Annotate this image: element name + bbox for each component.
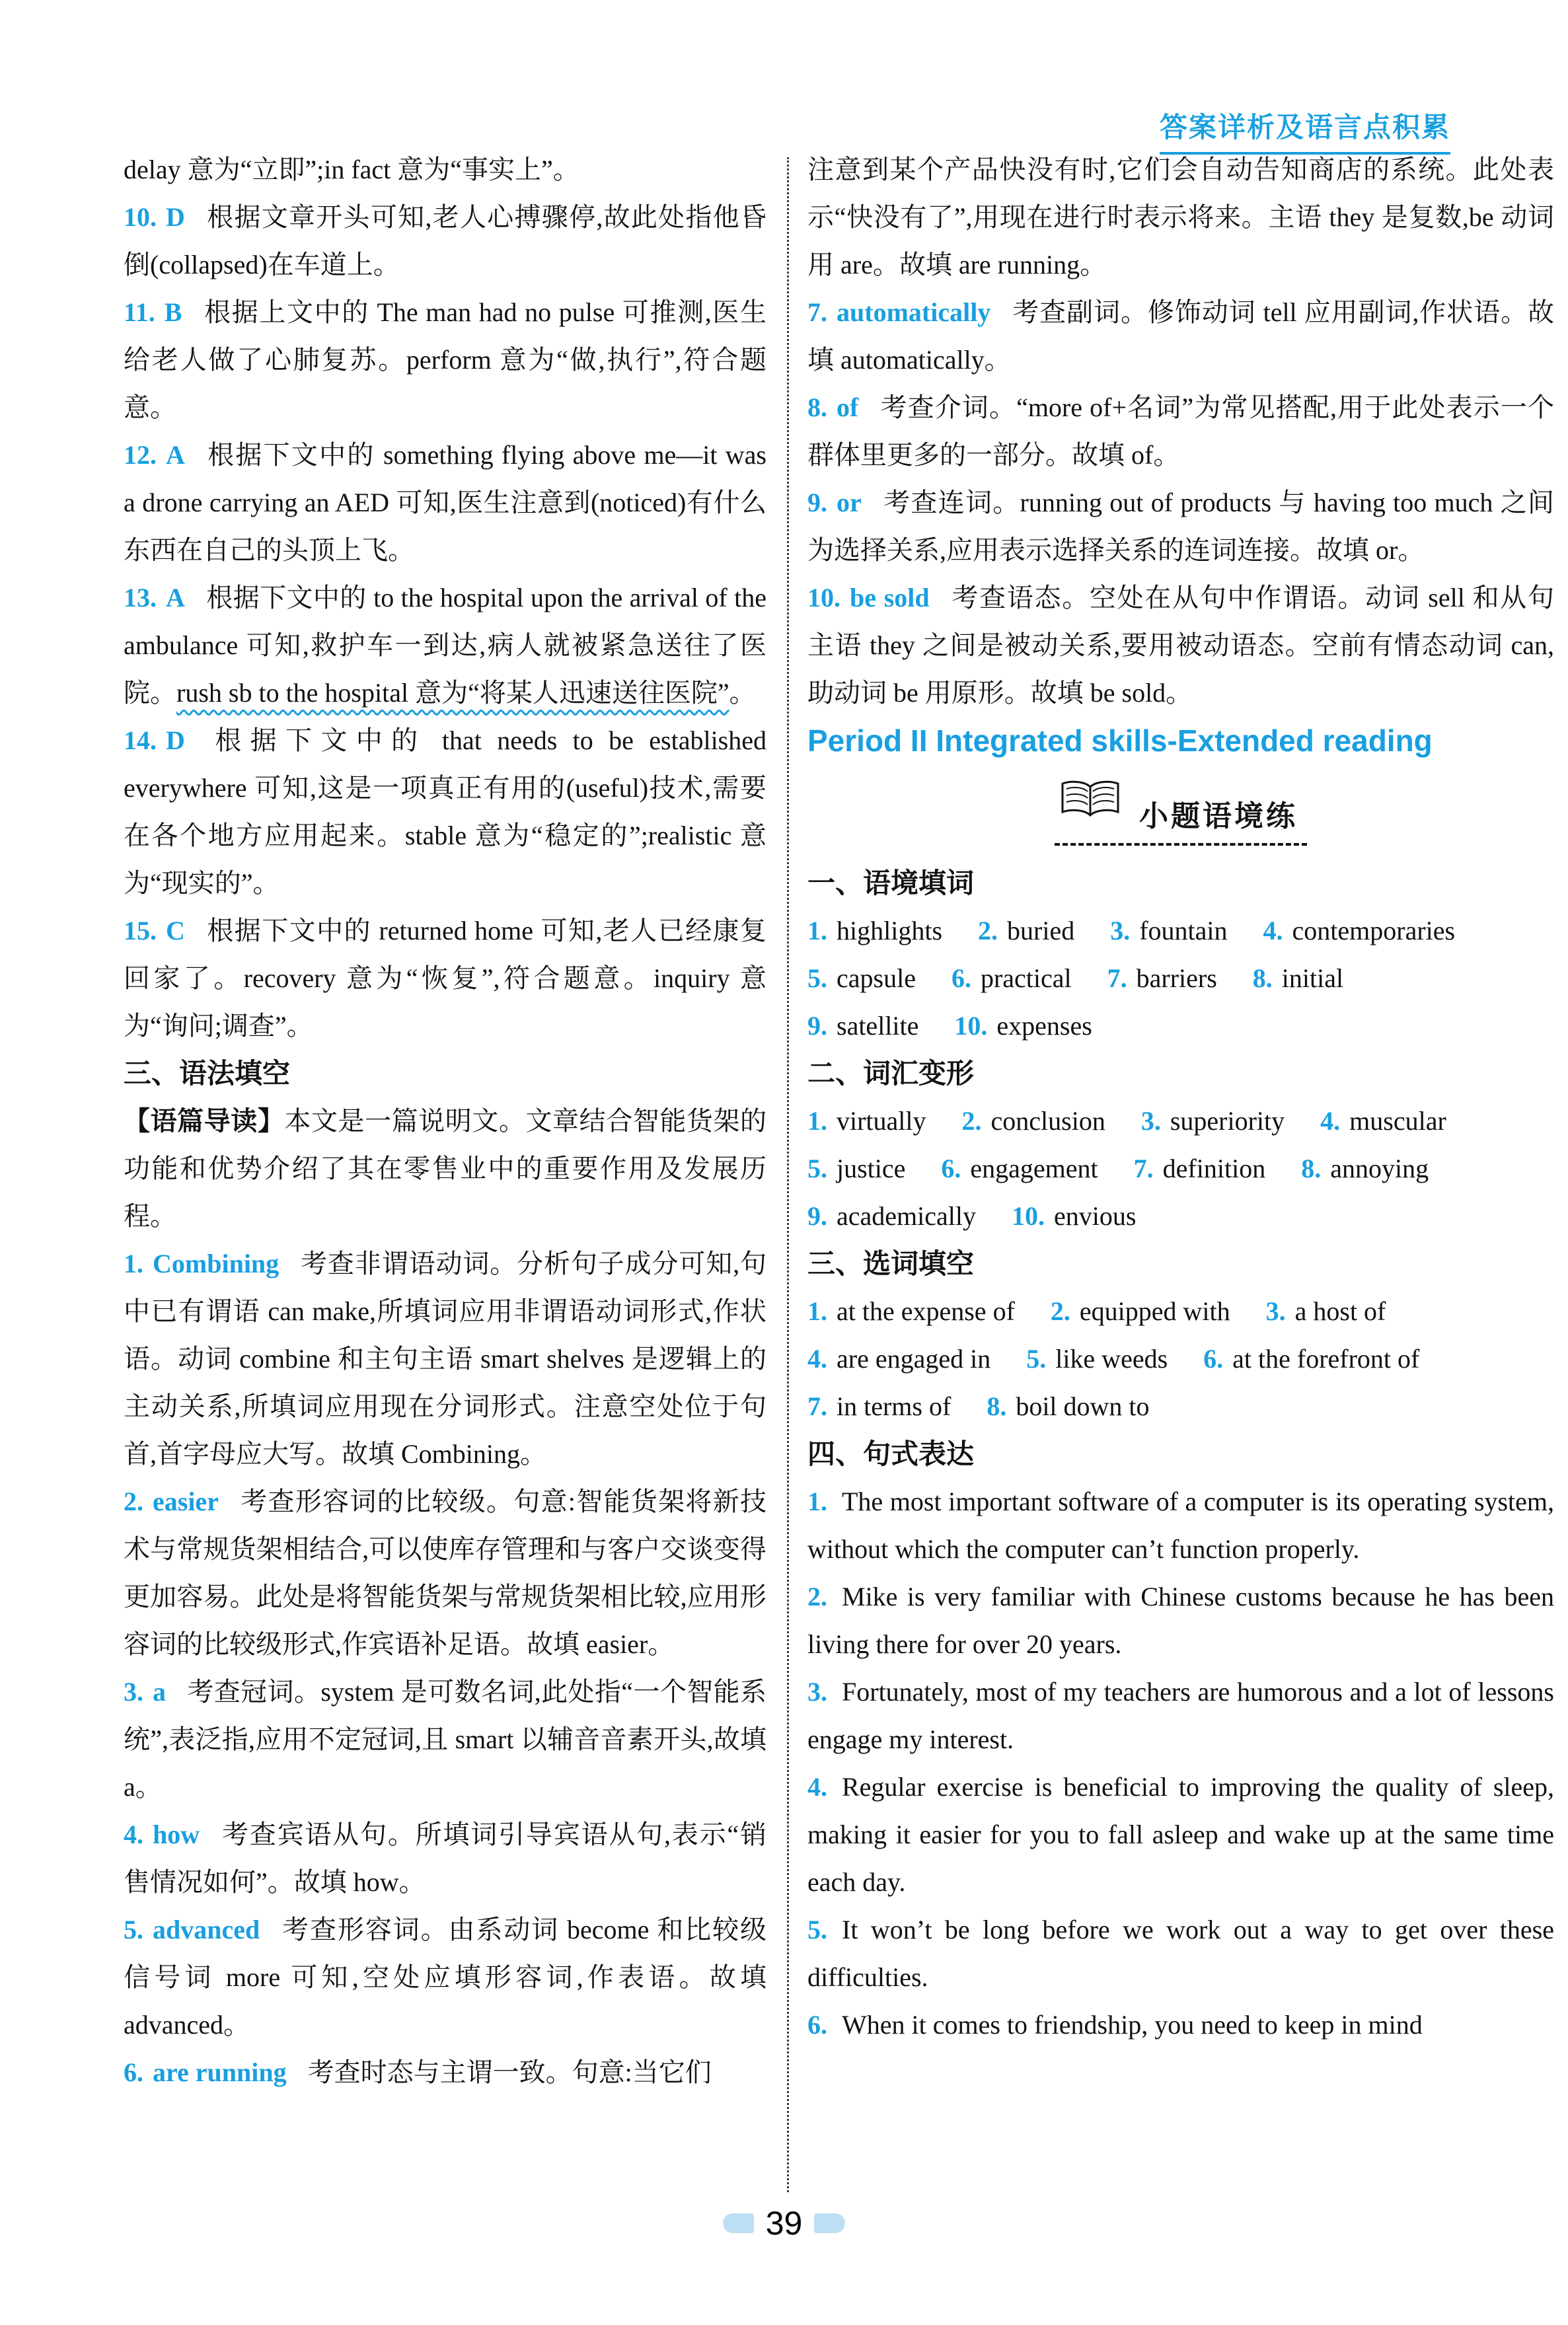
answer-word-row: [807, 1335, 1554, 1383]
sentence-answer-item: [807, 1668, 1554, 1763]
page-header-title: 答案详析及语言点积累: [1160, 106, 1450, 155]
answer-explanation-end: 。: [729, 678, 756, 708]
answer-number: 1.: [124, 1249, 143, 1278]
answer-number: 2.: [961, 1106, 982, 1136]
grammar-answer-4: [124, 1811, 766, 1906]
page-number: 39: [765, 2205, 803, 2242]
sentence-answer-item: [807, 2001, 1554, 2049]
sentence-answer-item: [807, 1906, 1554, 2001]
answer-word: academically: [837, 1201, 976, 1231]
period-section-heading: Period II Integrated skills-Extended reading: [807, 723, 1433, 758]
answer-word: practical: [980, 963, 1072, 993]
answer-word-row: [807, 1383, 1554, 1430]
word-answer-item: [807, 907, 942, 955]
word-answer-item: [1141, 1097, 1285, 1145]
answer-11: [124, 289, 766, 431]
answer-word: definition: [1162, 1154, 1266, 1183]
answer-word: are running: [153, 2057, 287, 2087]
answer-explanation: 根据文章开头可知,老人心搏骤停,故此处指他昏倒(collapsed)在车道上。: [124, 202, 766, 279]
word-answer-item: [807, 955, 916, 1002]
answer-number: 2.: [1050, 1296, 1070, 1326]
open-book-icon: [1059, 779, 1122, 836]
answer-letter: D: [166, 725, 185, 755]
answer-number: 1.: [807, 1106, 827, 1136]
word-answer-item: [807, 1145, 905, 1193]
word-answer-item: [1107, 955, 1217, 1002]
answer-number: 6.: [951, 963, 971, 993]
section-heading-sentence-patterns: 四、句式表达: [807, 1438, 975, 1469]
answer-number: 9.: [807, 488, 827, 517]
answer-explanation: 考查时态与主谓一致。句意:当它们: [307, 2057, 712, 2087]
grammar-answer-5: [124, 1906, 766, 2049]
passage-leadin: [124, 1097, 766, 1240]
answer-word: contemporaries: [1292, 916, 1456, 945]
answer-15: [124, 907, 766, 1050]
phrase-answer-item: [807, 1288, 1015, 1335]
word-answer-item: [952, 955, 1072, 1002]
answer-number: 8.: [1301, 1154, 1322, 1183]
answer-number: 8.: [1252, 963, 1273, 993]
sentence-answer-list: [807, 1478, 1554, 2049]
column-divider: [787, 157, 789, 2192]
grammar-answer-2: [124, 1478, 766, 1668]
answer-word: expenses: [996, 1011, 1092, 1041]
answer-word-row: [807, 1193, 1554, 1240]
answer-number: 2.: [124, 1487, 143, 1516]
answer-word: barriers: [1136, 963, 1217, 993]
answer-word-row: [807, 907, 1554, 955]
answer-number: 7.: [1107, 963, 1127, 993]
answer-sentence: The most important software of a computer is its operating system, without which the computer can’t function properly.: [807, 1487, 1554, 1564]
answer-word: conclusion: [990, 1106, 1105, 1136]
answer-explanation: 考查连词。running out of products 与 having too much 之间为选择关系,应用表示选择关系的连词连接。故填 or。: [807, 488, 1554, 565]
answer-word-row: [807, 955, 1554, 1002]
answer-word-row: [807, 1002, 1554, 1050]
grammar-answer-6: [124, 2049, 766, 2096]
sentence-answer-item: [807, 1573, 1554, 1668]
answer-number: 7.: [807, 1391, 827, 1421]
answer-number: 10.: [954, 1011, 988, 1041]
answer-word: of: [837, 392, 859, 422]
answer-phrase: boil down to: [1016, 1391, 1150, 1421]
section-heading-choose-words: 三、选词填空: [807, 1248, 975, 1279]
answer-number: 10.: [1011, 1201, 1045, 1231]
answer-word: annoying: [1330, 1154, 1429, 1183]
answer-word: a: [153, 1677, 166, 1707]
leadin-text: 本文是一篇说明文。文章结合智能货架的功能和优势介绍了其在零售业中的重要作用及发展历程。: [124, 1106, 767, 1231]
answer-explanation: 根据下文中的 something flying above me—it was a drone carrying an AED 可知,医生注意到(noticed)有什么东西在自己的头顶上飞。: [124, 440, 766, 565]
answer-letter: A: [166, 583, 185, 612]
answer-number: 9.: [807, 1201, 827, 1231]
answer-phrase: like weeds: [1055, 1344, 1168, 1374]
grammar-answer-3: [124, 1668, 766, 1811]
answer-explanation: 考查语态。空处在从句中作谓语。动词 sell 和从句主语 they 之间是被动关系,要用被动语态。空前有情态动词 can,助动词 be 用原形。故填 be sold。: [807, 583, 1555, 708]
word-answer-item: [1110, 907, 1227, 955]
answer-number: 7.: [807, 297, 827, 327]
answer-number: 12.: [124, 440, 157, 470]
answer-word: how: [153, 1820, 200, 1849]
answer-number: 5.: [1026, 1344, 1047, 1374]
wavy-underlined-phrase: rush sb to the hospital 意为“将某人迅速送往医院”: [176, 678, 729, 708]
answer-word: easier: [153, 1487, 219, 1516]
answer-word: envious: [1053, 1201, 1137, 1231]
phrase-answer-item: [1266, 1288, 1386, 1335]
answer-number: 3.: [1265, 1296, 1286, 1326]
answer-letter: A: [166, 440, 185, 470]
footer-right-decoration: [814, 2213, 845, 2233]
footer-left-decoration: [723, 2213, 754, 2233]
answer-sentence: Regular exercise is beneficial to improving the quality of sleep, making it easier for you to fall asleep and wake up at the same time each day.: [807, 1772, 1554, 1897]
answer-number: 6.: [807, 2010, 827, 2040]
continuation-paragraph: [124, 146, 766, 194]
answer-13: [124, 574, 766, 717]
phrase-answer-item: [987, 1383, 1149, 1430]
answer-sentence: When it comes to friendship, you need to keep in mind: [842, 2010, 1423, 2040]
answer-number: 15.: [124, 916, 157, 945]
answer-word: Combining: [153, 1249, 280, 1278]
answer-explanation: 根据下文中的 returned home 可知,老人已经康复回家了。recovery 意为“恢复”,符合题意。inquiry 意为“询问;调查”。: [124, 916, 766, 1041]
answer-explanation: 考查冠词。system 是可数名词,此处指“一个智能系统”,表泛指,应用不定冠词,且 smart 以辅音音素开头,故填 a。: [124, 1677, 766, 1802]
answer-explanation: 根据下文中的 that needs to be established everywhere 可知,这是一项真正有用的(useful)技术,需要在各个地方应用起来。stable 意为“稳定的”;realistic 意为“现实的”。: [124, 725, 766, 898]
answer-phrase: at the expense of: [837, 1296, 1015, 1326]
leadin-label: 【语篇导读】: [124, 1107, 285, 1136]
answer-sentence: Mike is very familiar with Chinese customs because he has been living there for over 20 years.: [807, 1582, 1554, 1659]
phrase-answer-item: [807, 1383, 951, 1430]
answer-number: 5.: [807, 1915, 827, 1944]
grammar-answer-1: [124, 1240, 766, 1478]
answer-12: [124, 431, 766, 574]
answer-word: buried: [1007, 916, 1075, 945]
answer-number: 3.: [1140, 1106, 1161, 1136]
answer-number: 8.: [987, 1391, 1007, 1421]
answer-explanation: 考查形容词。由系动词 become 和比较级信号词 more 可知,空处应填形容词,作表语。故填 advanced。: [124, 1915, 766, 2040]
answer-explanation: 考查介词。“more of+名词”为常见搭配,用于此处表示一个群体里更多的一部分。故填 of。: [807, 392, 1554, 470]
sentence-answer-item: [807, 1763, 1554, 1906]
answer-number: 14.: [124, 725, 157, 755]
answer-word-row: [807, 1288, 1554, 1335]
answer-number: 4.: [1320, 1106, 1341, 1136]
section-heading-context-words: 一、语境填词: [807, 867, 975, 899]
phrase-answer-item: [1051, 1288, 1230, 1335]
word-answer-item: [807, 1097, 926, 1145]
answer-phrase: at the forefront of: [1232, 1344, 1420, 1374]
answer-phrase: are engaged in: [837, 1344, 991, 1374]
answer-phrase: equipped with: [1079, 1296, 1230, 1326]
word-answer-item: [1012, 1193, 1136, 1240]
answer-14: [124, 717, 766, 907]
answer-word: superiority: [1170, 1106, 1285, 1136]
page-footer: [0, 2207, 1568, 2240]
answer-word: or: [837, 488, 862, 517]
answer-word: satellite: [837, 1011, 919, 1041]
answer-word: advanced: [153, 1915, 260, 1944]
phrase-answer-item: [1203, 1335, 1419, 1383]
answer-number: 13.: [124, 583, 157, 612]
word-answer-item: [1134, 1145, 1266, 1193]
answer-phrase: a host of: [1294, 1296, 1386, 1326]
answer-word: automatically: [837, 297, 991, 327]
section-heading-word-forms: 二、词汇变形: [807, 1058, 975, 1089]
answer-number: 1.: [807, 1296, 827, 1326]
answer-word: justice: [837, 1154, 906, 1183]
answer-10: [124, 194, 766, 289]
answer-number: 10.: [807, 583, 840, 612]
right-column: [807, 146, 1554, 2049]
grammar-answer-10: [807, 574, 1554, 717]
grammar-answer-7: [807, 289, 1554, 384]
answer-number: 10.: [124, 202, 157, 232]
word-answer-item: [807, 1002, 918, 1050]
answer-word: be sold: [850, 583, 930, 612]
answer-number: 5.: [807, 963, 827, 993]
answer-number: 4.: [1263, 916, 1283, 945]
answer-word: highlights: [837, 916, 943, 945]
answer-number: 4.: [807, 1772, 827, 1802]
answer-sentence: It won’t be long before we work out a way to get over these difficulties.: [807, 1915, 1554, 1992]
answer-number: 4.: [124, 1820, 143, 1849]
answer-explanation: 根据上文中的 The man had no pulse 可推测,医生给老人做了心肺复苏。perform 意为“做,执行”,符合题意。: [124, 297, 766, 422]
answer-word-row: [807, 1097, 1554, 1145]
word-answer-item: [954, 1002, 1092, 1050]
answer-word: engagement: [970, 1154, 1098, 1183]
answer-word: virtually: [837, 1106, 926, 1136]
word-answer-item: [1253, 955, 1343, 1002]
answer-number: 8.: [807, 392, 827, 422]
answer-number: 1.: [807, 1487, 827, 1516]
answer-word: capsule: [837, 963, 916, 993]
answer-explanation: 根据下文中的 to the hospital upon the arrival of the ambulance 可知,救护车一到达,病人就被紧急送往了医院。: [124, 583, 766, 708]
answer-number: 5.: [807, 1154, 827, 1183]
word-answer-item: [978, 907, 1074, 955]
word-answer-item: [1320, 1097, 1446, 1145]
answer-phrase: in terms of: [837, 1391, 952, 1421]
answer-number: 9.: [807, 1011, 827, 1041]
answer-number: 11.: [124, 297, 155, 327]
left-column: [124, 146, 766, 2096]
continuation-text: delay 意为“立即”;in fact 意为“事实上”。: [124, 155, 579, 184]
word-answer-item: [962, 1097, 1105, 1145]
continuation-text: 注意到某个产品快没有时,它们会自动告知商店的系统。此处表示“快没有了”,用现在进行时表示将来。主语 they 是复数,be 动词用 are。故填 are running。: [807, 155, 1554, 279]
answer-number: 6.: [1203, 1344, 1224, 1374]
answer-number: 6.: [124, 2057, 143, 2087]
answer-explanation: 考查宾语从句。所填词引导宾语从句,表示“销售情况如何”。故填 how。: [124, 1820, 766, 1897]
continuation-paragraph: [807, 146, 1554, 289]
word-answer-item: [1301, 1145, 1429, 1193]
answer-number: 3.: [807, 1677, 827, 1707]
answer-number: 3.: [124, 1677, 143, 1707]
word-answer-item: [807, 1193, 976, 1240]
practice-badge-label: 小题语境练: [1139, 799, 1298, 832]
answer-number: 3.: [1110, 916, 1131, 945]
answer-word: muscular: [1349, 1106, 1446, 1136]
answer-word: fountain: [1139, 916, 1228, 945]
practice-badge-inner: [1055, 779, 1307, 846]
answer-number: 7.: [1133, 1154, 1154, 1183]
section-heading-grammar-fill: 三、语法填空: [124, 1058, 291, 1089]
answer-explanation: 考查形容词的比较级。句意:智能货架将新技术与常规货架相结合,可以使库存管理和与客户交谈变得更加容易。此处是将智能货架与常规货架相比较,应用形容词的比较级形式,作宾语补足语。故填 easier。: [124, 1487, 766, 1659]
answer-letter: B: [164, 297, 182, 327]
answer-word-row: [807, 1145, 1554, 1193]
answer-explanation: 考查非谓语动词。分析句子成分可知,句中已有谓语 can make,所填词应用非谓语动词形式,作状语。动词 combine 和主句主语 smart shelves 是逻辑上的主动关系,所填词应用现在分词形式。注意空处位于句首,首字母应大写。故填 Combining。: [124, 1249, 766, 1469]
answer-number: 1.: [807, 916, 827, 945]
answer-letter: D: [166, 202, 185, 232]
sentence-answer-item: [807, 1478, 1554, 1573]
answer-number: 2.: [978, 916, 998, 945]
phrase-answer-item: [807, 1335, 990, 1383]
answer-letter: C: [166, 916, 185, 945]
answer-number: 4.: [807, 1344, 827, 1374]
word-answer-item: [941, 1145, 1098, 1193]
answer-sentence: Fortunately, most of my teachers are humorous and a lot of lessons engage my interest.: [807, 1677, 1554, 1754]
answer-number: 6.: [941, 1154, 961, 1183]
word-answer-item: [1263, 907, 1456, 955]
answer-explanation: 考查副词。修饰动词 tell 应用副词,作状语。故填 automatically。: [807, 297, 1554, 375]
practice-badge: [807, 764, 1554, 860]
answer-number: 5.: [124, 1915, 143, 1944]
grammar-answer-8: [807, 384, 1554, 479]
answer-number: 2.: [807, 1582, 827, 1611]
phrase-answer-item: [1026, 1335, 1168, 1383]
answer-word: initial: [1281, 963, 1344, 993]
grammar-answer-9: [807, 479, 1554, 574]
